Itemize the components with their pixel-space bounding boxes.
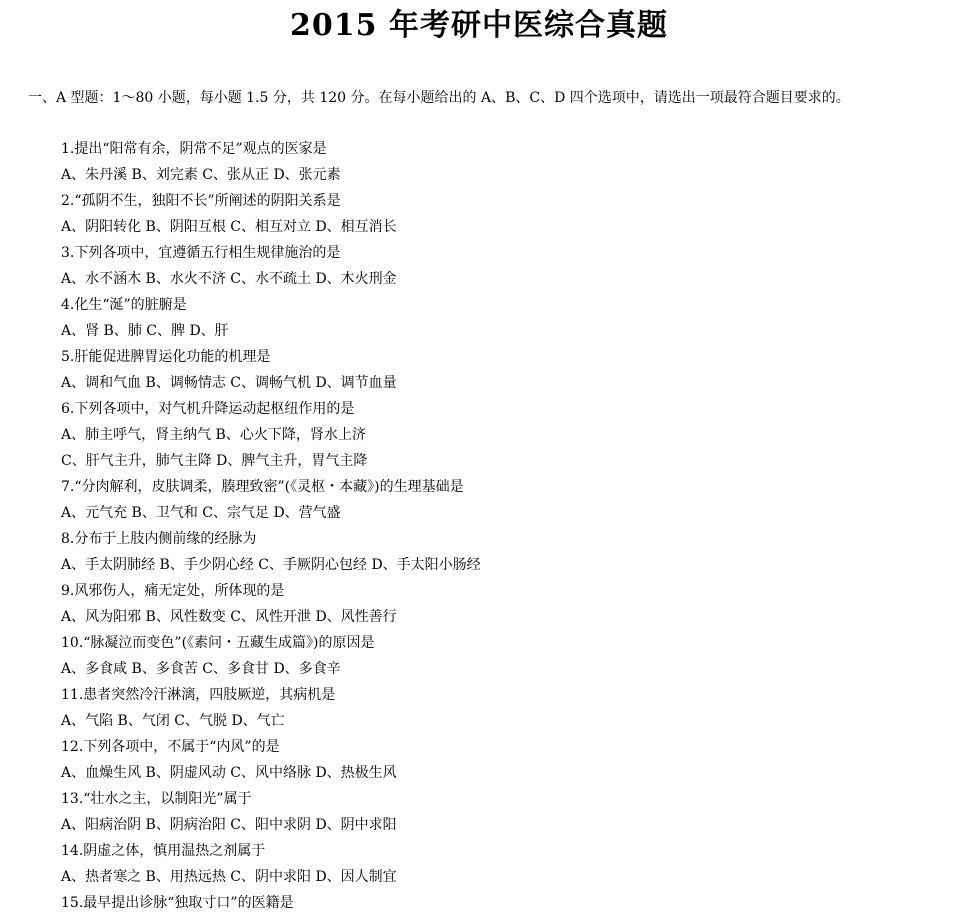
answer-options: A、气陷 B、气闭 C、气脱 D、气亡	[61, 713, 285, 729]
question-list	[61, 136, 931, 916]
question-stem: 1.提出“阳常有余，阴常不足”观点的医家是	[61, 141, 327, 157]
question-stem: 3.下列各项中，宜遵循五行相生规律施治的是	[61, 245, 341, 261]
answer-options: A、肺主呼气，肾主纳气 B、心火下降，肾水上济	[61, 427, 366, 443]
question-stem: 5.肝能促进脾胃运化功能的机理是	[61, 349, 271, 365]
page-title: 2015 年考研中医综合真题	[290, 8, 668, 43]
question-stem: 7.“分肉解利，皮肤调柔，腠理致密”(《灵枢・本藏》)的生理基础是	[61, 479, 464, 495]
answer-options: A、热者寒之 B、用热远热 C、阴中求阳 D、因人制宜	[61, 869, 397, 885]
question-stem: 6.下列各项中，对气机升降运动起枢纽作用的是	[61, 401, 355, 417]
question-stem: 13.“壮水之主，以制阳光”属于	[61, 791, 252, 807]
question-stem: 11.患者突然冷汗淋漓，四肢厥逆，其病机是	[61, 687, 336, 703]
answer-options: A、多食咸 B、多食苦 C、多食甘 D、多食辛	[61, 661, 341, 677]
answer-options: A、肾 B、肺 C、脾 D、肝	[61, 323, 229, 339]
answer-options: A、阴阳转化 B、阴阳互根 C、相互对立 D、相互消长	[61, 219, 397, 235]
section-intro: 一、A 型题：1～80 小题，每小题 1.5 分，共 120 分。在每小题给出的 A、B、C、D 四个选项中，请选出一项最符合题目要求的。	[28, 90, 850, 106]
answer-options: A、朱丹溪 B、刘完素 C、张从正 D、张元素	[61, 167, 341, 183]
answer-options: C、肝气主升，肺气主降 D、脾气主升，胃气主降	[61, 453, 368, 469]
question-stem: 8.分布于上肢内侧前缘的经脉为	[61, 531, 257, 547]
answer-options: A、水不涵木 B、水火不济 C、水不疏土 D、木火刑金	[61, 271, 397, 287]
question-stem: 10.“脉凝泣而变色”(《素问・五藏生成篇》)的原因是	[61, 635, 375, 651]
answer-options: A、风为阳邪 B、风性数变 C、风性开泄 D、风性善行	[61, 609, 397, 625]
answer-options: A、血燥生风 B、阴虚风动 C、风中络脉 D、热极生风	[61, 765, 397, 781]
answer-options: A、阳病治阴 B、阴病治阳 C、阳中求阴 D、阴中求阳	[61, 817, 397, 833]
question-stem: 2.“孤阴不生，独阳不长”所阐述的阴阳关系是	[61, 193, 341, 209]
question-stem: 15.最早提出诊脉“独取寸口”的医籍是	[61, 895, 294, 911]
question-stem: 14.阴虚之体，慎用温热之剂属于	[61, 843, 266, 859]
question-stem: 4.化生“涎”的脏腑是	[61, 297, 187, 313]
answer-options: A、手太阴肺经 B、手少阴心经 C、手厥阴心包经 D、手太阳小肠经	[61, 557, 481, 573]
question-stem: 9.风邪伤人，痛无定处，所体现的是	[61, 583, 285, 599]
answer-options: A、调和气血 B、调畅情志 C、调畅气机 D、调节血量	[61, 375, 397, 391]
answer-options: A、元气充 B、卫气和 C、宗气足 D、营气盛	[61, 505, 341, 521]
question-stem: 12.下列各项中，不属于“内风”的是	[61, 739, 280, 755]
